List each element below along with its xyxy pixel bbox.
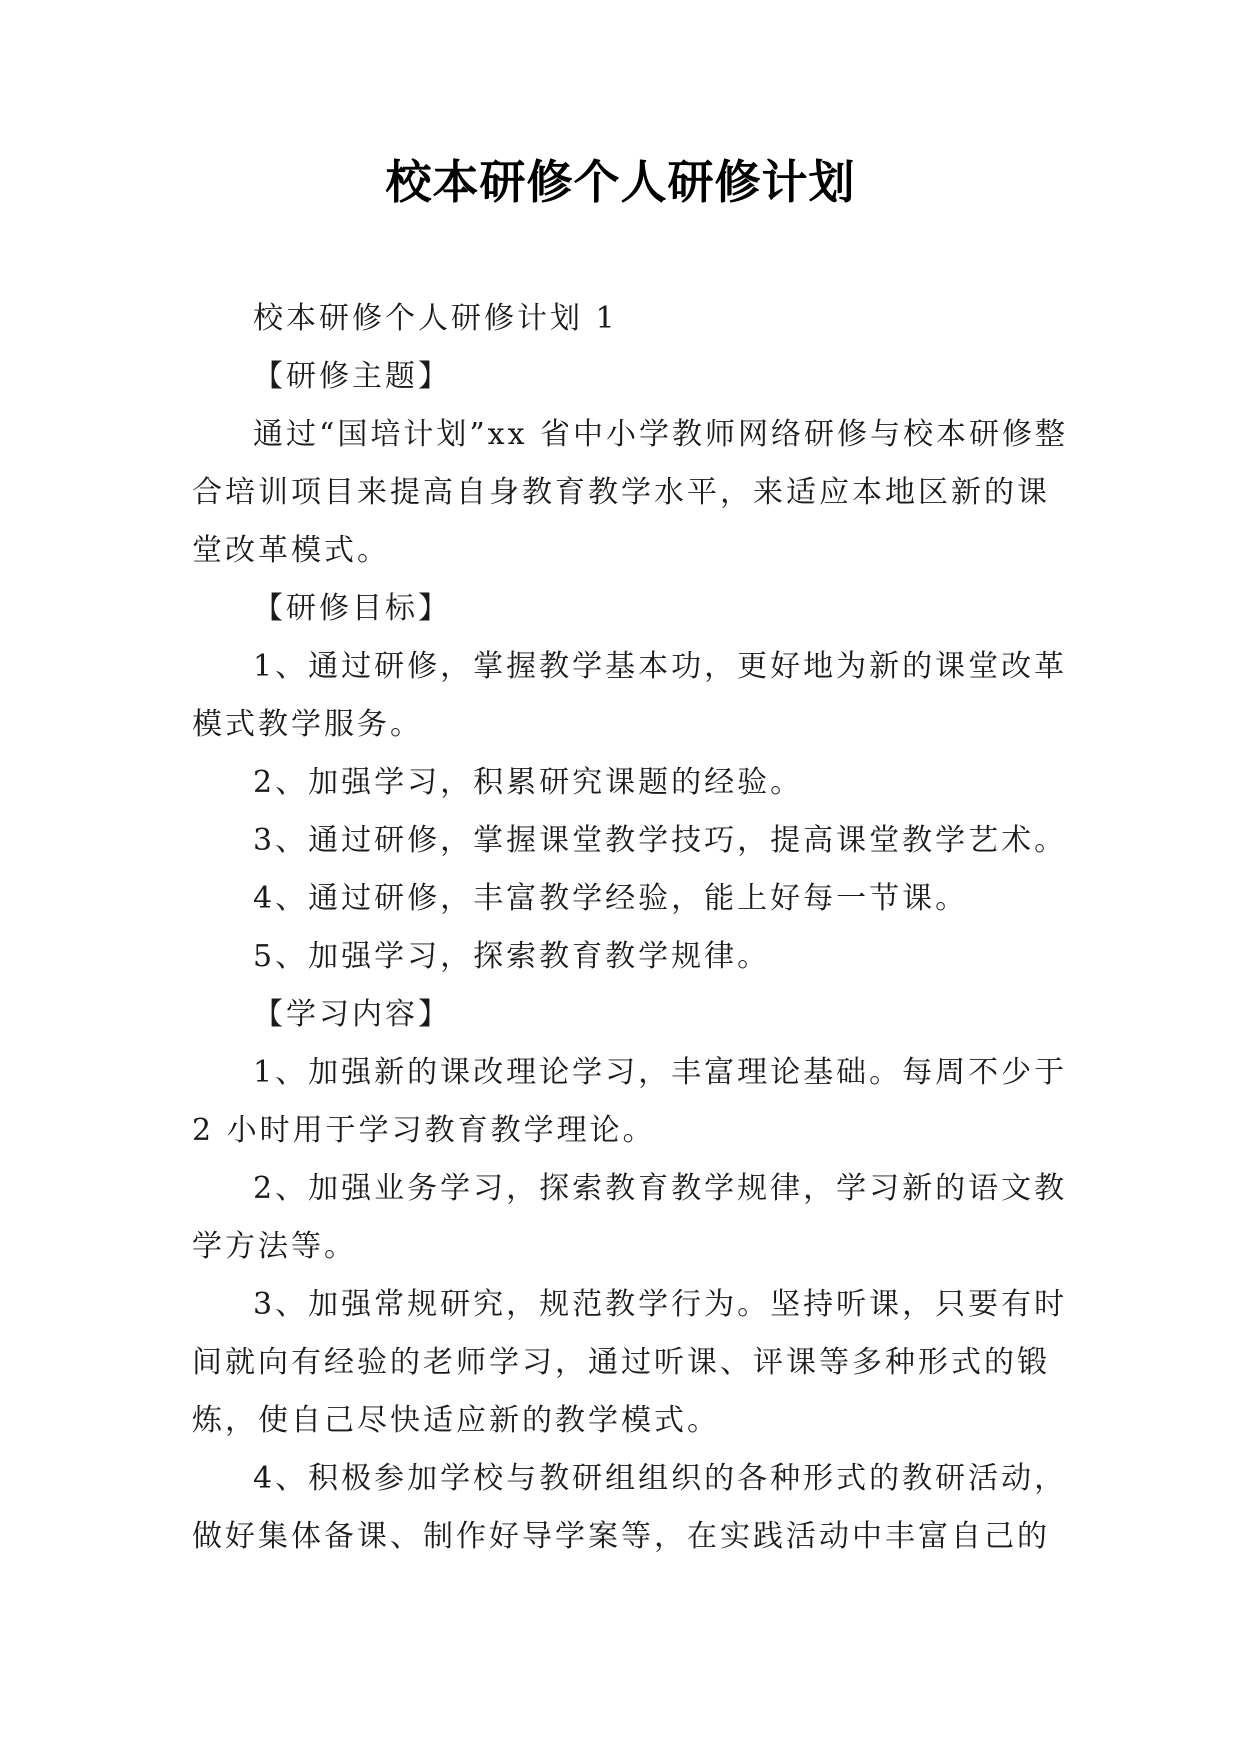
content-item: 3、加强常规研究，规范教学行为。坚持听课，只要有时间就向有经验的老师学习，通过听课、评课等多种形式的锻炼，使自己尽快适应新的教学模式。 (192, 1287, 1068, 1438)
document-title: 校本研修个人研修计划 (385, 155, 856, 209)
document-body (192, 290, 1072, 1566)
section-heading-goals: 【研修目标】 (253, 591, 451, 626)
goal-item: 4、通过研修，丰富教学经验，能上好每一节课。 (253, 881, 969, 916)
goal-item: 5、加强学习，探索教育教学规律。 (253, 939, 771, 974)
subtitle-paragraph: 校本研修个人研修计划 1 (253, 301, 618, 336)
content-item: 4、积极参加学校与教研组组织的各种形式的教研活动，做好集体备课、制作好导学案等，在实践活动中丰富自己的 (192, 1461, 1068, 1554)
section-heading-theme: 【研修主题】 (253, 359, 451, 394)
content-item: 2、加强业务学习，探索教育教学规律，学习新的语文教学方法等。 (192, 1171, 1068, 1264)
section-heading-content: 【学习内容】 (253, 997, 451, 1032)
paragraph-theme: 通过“国培计划”xx 省中小学教师网络研修与校本研修整合培训项目来提高自身教育教学水平，来适应本地区新的课堂改革模式。 (192, 417, 1069, 568)
goal-item: 2、加强学习，积累研究课题的经验。 (253, 765, 804, 800)
goal-item: 3、通过研修，掌握课堂教学技巧，提高课堂教学艺术。 (253, 823, 1068, 858)
goal-item: 1、通过研修，掌握教学基本功，更好地为新的课堂改革模式教学服务。 (192, 649, 1068, 742)
content-item: 1、加强新的课改理论学习，丰富理论基础。每周不少于 2 小时用于学习教育教学理论。 (192, 1055, 1068, 1148)
